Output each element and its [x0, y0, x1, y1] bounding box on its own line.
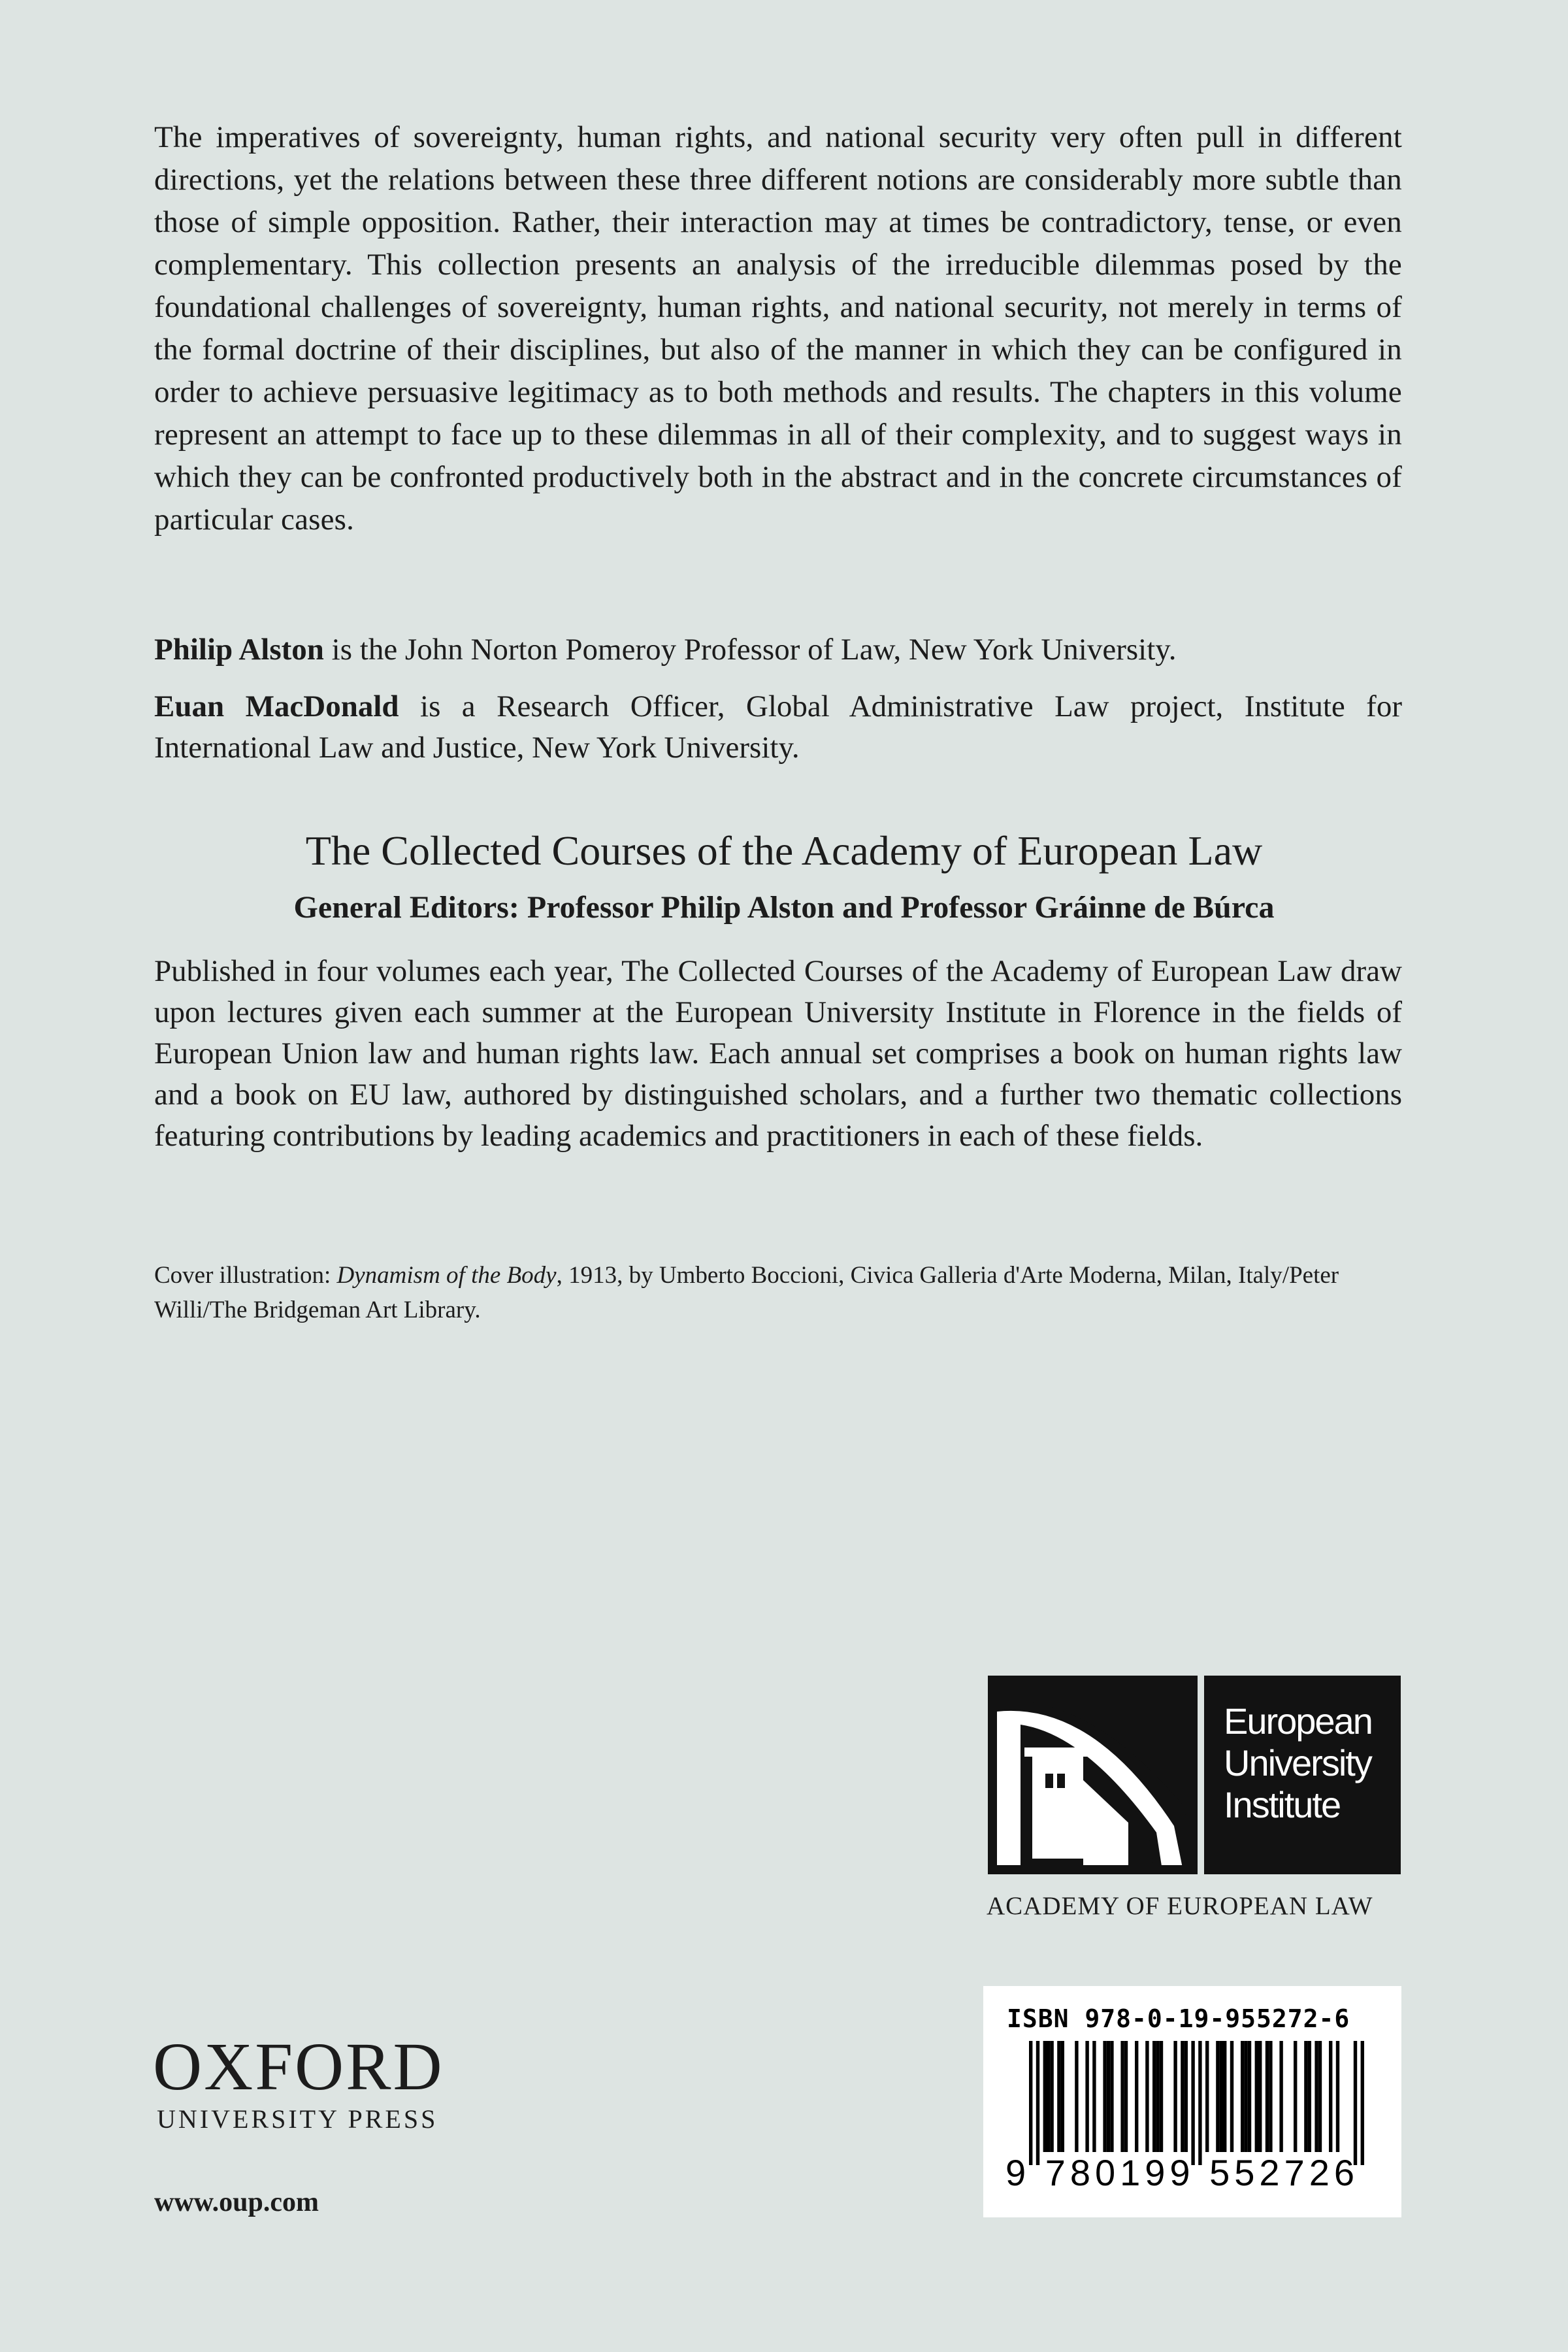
- barcode-bar: [1269, 2041, 1272, 2152]
- barcode-bar: [1354, 2041, 1357, 2165]
- barcode-bar: [1050, 2041, 1053, 2152]
- barcode-bar: [1279, 2041, 1282, 2152]
- barcode-bar: [1294, 2041, 1297, 2152]
- barcode-bar: [1135, 2041, 1138, 2152]
- barcode-bar: [1110, 2041, 1113, 2152]
- barcode-bar: [1304, 2041, 1307, 2152]
- author-bio-text: is the John Norton Pomeroy Professor of Law, New York University.: [323, 633, 1177, 667]
- barcode-bar: [1145, 2041, 1149, 2152]
- barcode-bar: [1329, 2041, 1332, 2152]
- barcode-bar: [1308, 2041, 1311, 2152]
- barcode-bar: [1057, 2041, 1060, 2152]
- barcode-bar: [1336, 2041, 1339, 2152]
- author-name: Euan MacDonald: [154, 689, 399, 723]
- barcode-digits: 9 780199 552726: [1005, 2152, 1359, 2193]
- barcode-bar: [1315, 2041, 1318, 2152]
- barcode-bar: [1043, 2041, 1047, 2152]
- series-title: The Collected Courses of the Academy of European Law: [305, 827, 1263, 874]
- eui-word: European: [1224, 1700, 1372, 1742]
- isbn-label: ISBN 978-0-19-955272-6: [1007, 2004, 1350, 2033]
- barcode-bar: [1248, 2041, 1251, 2152]
- publisher-name: OXFORD: [153, 2029, 444, 2104]
- barcode-bar: [1258, 2041, 1262, 2152]
- eui-word: University: [1224, 1742, 1371, 1783]
- barcode-bar: [1103, 2041, 1106, 2152]
- series-description: Published in four volumes each year, The Collected Courses of the Academy of European Law draw upon lectures given each summer at the European University Institute in Florence in the fields of European Union law and human rights law. Each annual set comprises a book on human rights law and a book on EU law, authored by distinguished scholars, and a further two thematic collections featuring contributions by leading academics and practitioners in each of these fields.: [154, 954, 1402, 1153]
- author-bio-macdonald: [154, 686, 1402, 769]
- barcode-bar: [1036, 2041, 1039, 2165]
- publisher-subtitle: UNIVERSITY PRESS: [157, 2104, 438, 2134]
- barcode-bar: [1244, 2041, 1247, 2152]
- barcode-bar: [1085, 2041, 1088, 2152]
- cover-illustration-credit: Cover illustration: Dynamism of the Body, 1913, by Umberto Boccioni, Civica Galleria d'Arte Moderna, Milan, Italy/Peter Willi/The Bridgeman Art Library.: [154, 1262, 1339, 1323]
- series-editors: General Editors: Professor Philip Alston and Professor Gráinne de Búrca: [293, 890, 1275, 925]
- barcode-bar: [1216, 2041, 1219, 2152]
- barcode-bar: [1061, 2041, 1064, 2152]
- barcode-bar: [1075, 2041, 1078, 2152]
- barcode-bar: [1205, 2041, 1209, 2152]
- barcode-bar: [1361, 2041, 1364, 2165]
- book-blurb: The imperatives of sovereignty, human rights, and national security very often pull in different directions, yet the relations between these three different notions are considerably more subtle than those of simple opposition. Rather, their interaction may at times be contradictory, tense, or even complementary. This collection presents an analysis of the irreducible dilemmas posed by the foundational challenges of sovereignty, human rights, and national security, not merely in terms of the formal doctrine of their disciplines, but also of the manner in which they can be configured in order to achieve persuasive legitimacy as to both methods and results. The chapters in this volume represent an attempt to face up to these dilemmas in all of their complexity, and to suggest ways in which they can be confronted productively both in the abstract and in the concrete circumstances of particular cases.: [154, 120, 1402, 537]
- barcode-bar: [1152, 2041, 1156, 2152]
- barcode-bar: [1124, 2041, 1128, 2152]
- author-bio-alston: [154, 629, 1402, 671]
- barcode-bar: [1160, 2041, 1163, 2152]
- eui-logo: [988, 1676, 1401, 1874]
- barcode-bar: [1047, 2041, 1050, 2152]
- barcode-bar: [1173, 2041, 1177, 2152]
- author-bio-text: is a Research Officer, Global Administrative Law project, Institute for International Law and Justice, New York University.: [154, 689, 1402, 765]
- barcode-bar: [1255, 2041, 1258, 2152]
- barcode-bar: [1029, 2041, 1032, 2165]
- isbn-barcode: [983, 1986, 1401, 2217]
- barcode-bar: [1181, 2041, 1184, 2152]
- publisher-website: www.oup.com: [154, 2187, 319, 2217]
- eui-word: Institute: [1224, 1784, 1341, 1825]
- barcode-bar: [1191, 2041, 1194, 2165]
- barcode-bar: [1198, 2041, 1201, 2165]
- barcode-bar: [1156, 2041, 1159, 2152]
- academy-tagline: ACADEMY OF EUROPEAN LAW: [987, 1892, 1373, 1920]
- barcode-bar: [1318, 2041, 1322, 2152]
- barcode-bar: [1107, 2041, 1110, 2152]
- barcode-bar: [1241, 2041, 1244, 2152]
- barcode-bar: [1120, 2041, 1124, 2152]
- barcode-bar: [1220, 2041, 1223, 2152]
- barcode-bar: [1223, 2041, 1226, 2152]
- barcode-bar: [1230, 2041, 1233, 2152]
- barcode-bar: [1092, 2041, 1096, 2152]
- eui-building-emblem: [988, 1676, 1198, 1874]
- eui-wordmark: [1204, 1676, 1401, 1874]
- author-name: Philip Alston: [154, 633, 324, 667]
- barcode-bar: [1266, 2041, 1269, 2152]
- artwork-title: Dynamism of the Body: [336, 1262, 557, 1289]
- barcode-bar: [1184, 2041, 1188, 2152]
